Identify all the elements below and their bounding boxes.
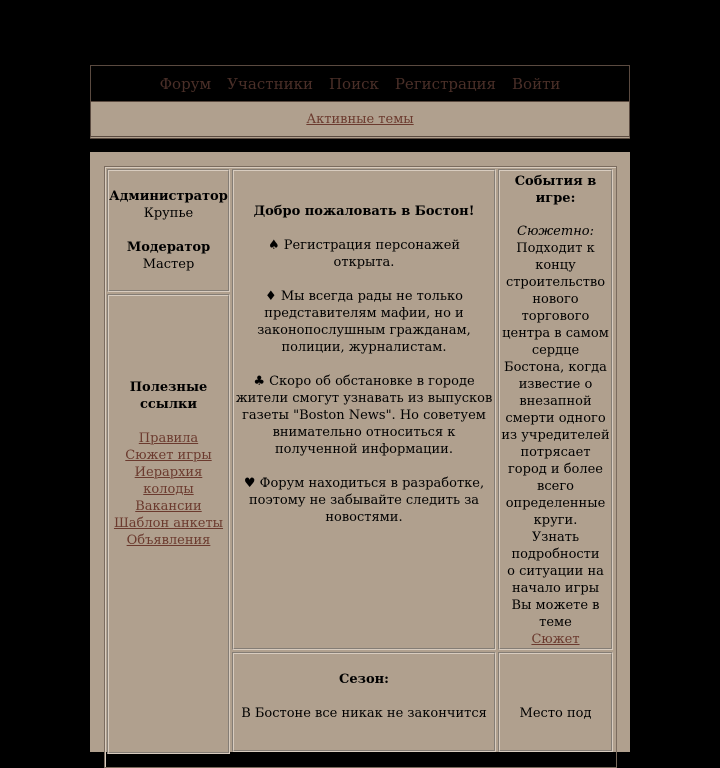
moderator-title: Модератор — [126, 240, 211, 255]
link-hierarchy[interactable]: Иерархия колоды — [134, 465, 203, 497]
link-vacancies[interactable]: Вакансии — [135, 499, 202, 514]
link-rules[interactable]: Правила — [138, 431, 199, 446]
welcome-title: Добро пожаловать в Бостон! — [253, 204, 475, 219]
nav-search-link[interactable]: Поиск — [328, 74, 379, 93]
welcome-paragraph-2: ♦ Мы всегда рады не только представителям мафии, но и законопослушным гражданам, полиции, журналистам. — [257, 289, 471, 355]
events-title: События в игре: — [514, 174, 597, 206]
link-announcements[interactable]: Объявления — [126, 533, 211, 548]
welcome-paragraph-4: ♥ Форум находиться в разработке, поэтому не забывайте следить за новостями. — [243, 476, 485, 525]
nav-login-link[interactable]: Войти — [512, 74, 561, 93]
useful-links-cell — [107, 294, 230, 754]
staff-cell — [107, 169, 230, 292]
active-topics-link[interactable]: Активные темы — [306, 111, 414, 127]
admin-name: Крупье — [143, 206, 194, 221]
events-plot-link[interactable]: Сюжет — [531, 632, 580, 647]
events-label: Сюжетно: — [517, 224, 594, 239]
link-plot[interactable]: Сюжет игры — [125, 448, 212, 463]
top-navigation — [90, 65, 630, 102]
events-more-text: Узнать подробности о ситуации на начало игры Вы можете в теме — [507, 530, 604, 630]
moderator-name: Мастер — [142, 257, 195, 272]
season-cell — [232, 652, 496, 752]
link-form-template[interactable]: Шаблон анкеты — [113, 516, 224, 531]
welcome-paragraph-3: ♣ Скоро об обстановке в городе жители смогут узнавать из выпусков газеты "Boston News". Но советуем внимательно относиться к полученной информации. — [235, 374, 493, 457]
sub-navigation — [90, 101, 630, 139]
useful-links-title: Полезные ссылки — [129, 380, 208, 412]
nav-forum-link[interactable]: Форум — [159, 74, 212, 93]
game-events-cell — [498, 169, 613, 650]
events-text: Подходит к концу строительство нового торгового центра в самом сердце Бостона, когда известие о внезапной смерти одного из учредителей потрясает город и более всего определенные круги. — [501, 241, 610, 528]
nav-register-link[interactable]: Регистрация — [394, 74, 497, 93]
season-text: В Бостоне все никак не закончится — [241, 706, 487, 721]
season-title: Сезон: — [339, 672, 389, 687]
place-cell — [498, 652, 613, 752]
useful-links-list — [114, 430, 223, 549]
admin-title: Администратор — [109, 189, 228, 204]
nav-members-link[interactable]: Участники — [227, 74, 313, 93]
welcome-cell — [232, 169, 496, 650]
place-text: Место под — [519, 706, 592, 721]
welcome-paragraph-1: ♠ Регистрация персонажей открыта. — [267, 238, 461, 270]
